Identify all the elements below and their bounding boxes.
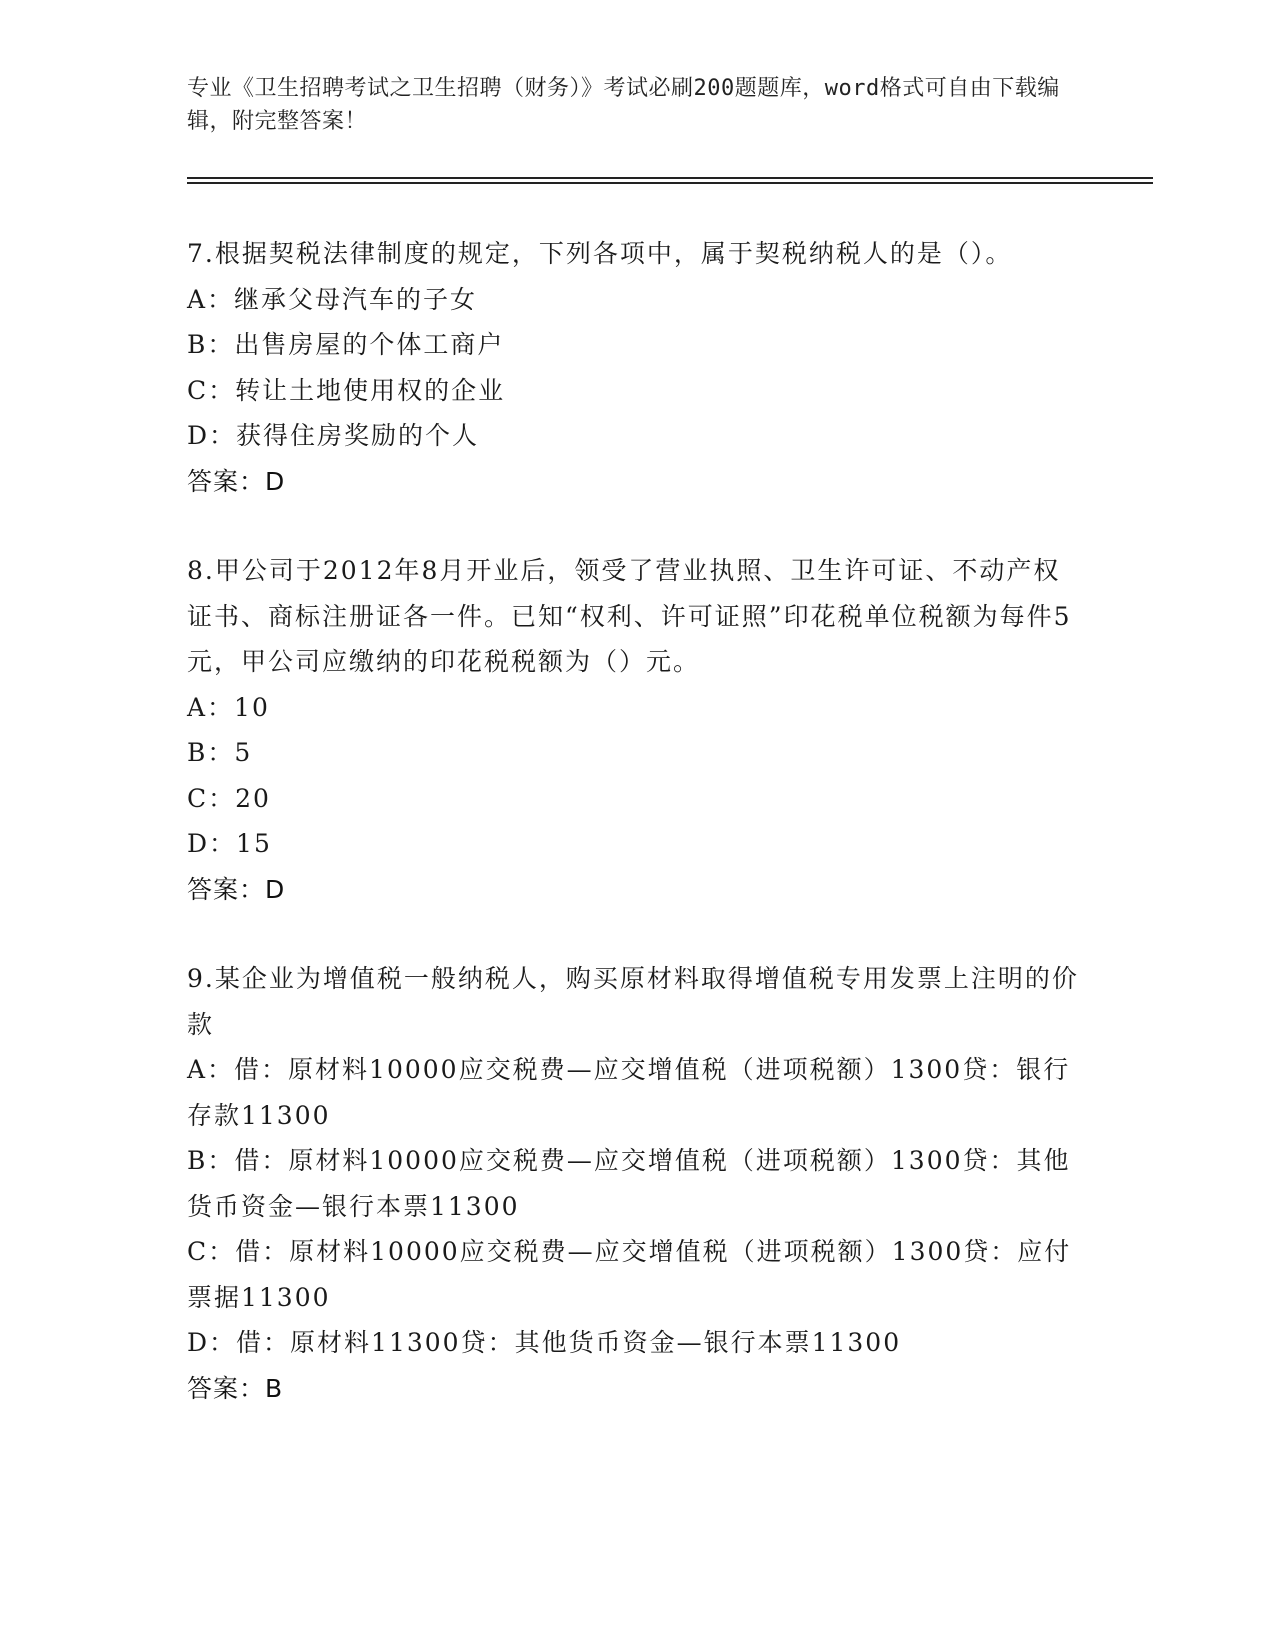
option-c: C：借：原材料10000应交税费—应交增值税（进项税额）1300贷：应付票据11300 bbox=[187, 1237, 1072, 1312]
answer-line bbox=[187, 1366, 1087, 1412]
option-b: B：出售房屋的个体工商户 bbox=[187, 330, 505, 359]
answer-label: 答案： bbox=[187, 1373, 266, 1403]
option-a: A：10 bbox=[187, 692, 270, 722]
option-c: C：20 bbox=[187, 783, 271, 813]
question-item bbox=[187, 548, 1087, 912]
answer-value: B bbox=[265, 1373, 284, 1403]
document-header: 专业《卫生招聘考试之卫生招聘（财务）》考试必刷200题题库，word格式可自由下载编辑，附完整答案！ bbox=[187, 76, 1060, 134]
answer-label: 答案： bbox=[187, 874, 266, 904]
option-c: C：转让土地使用权的企业 bbox=[187, 375, 506, 405]
answer-value: D bbox=[265, 466, 286, 496]
question-stem: 7.根据契税法律制度的规定，下列各项中，属于契税纳税人的是（）。 bbox=[187, 239, 1013, 268]
header-divider-bottom bbox=[187, 182, 1153, 184]
question-stem: 9.某企业为增值税一般纳税人，购买原材料取得增值税专用发票上注明的价款 bbox=[187, 964, 1079, 1039]
option-d: D：借：原材料11300贷：其他货币资金—银行本票11300 bbox=[187, 1328, 902, 1357]
option-a: A：继承父母汽车的子女 bbox=[187, 284, 478, 314]
answer-line bbox=[187, 867, 1087, 913]
question-stem: 8.甲公司于2012年8月开业后，领受了营业执照、卫生许可证、不动产权证书、商标注册证各一件。已知“权利、许可证照”印花税单位税额为每件5元，甲公司应缴纳的印花税税额为（）元。 bbox=[187, 556, 1072, 676]
option-b: B：借：原材料10000应交税费—应交增值税（进项税额）1300贷：其他货币资金—银行本票11300 bbox=[187, 1146, 1071, 1221]
answer-line bbox=[187, 459, 1087, 505]
header-divider-top bbox=[187, 177, 1153, 179]
option-b: B：5 bbox=[187, 738, 253, 767]
question-item bbox=[187, 956, 1087, 1411]
question-item bbox=[187, 231, 1087, 504]
answer-value: D bbox=[265, 874, 286, 904]
option-d: D：15 bbox=[187, 829, 272, 858]
option-d: D：获得住房奖励的个人 bbox=[187, 421, 480, 450]
option-a: A：借：原材料10000应交税费—应交增值税（进项税额）1300贷：银行存款11300 bbox=[187, 1055, 1071, 1130]
answer-label: 答案： bbox=[187, 466, 266, 496]
question-list bbox=[187, 231, 1087, 1455]
